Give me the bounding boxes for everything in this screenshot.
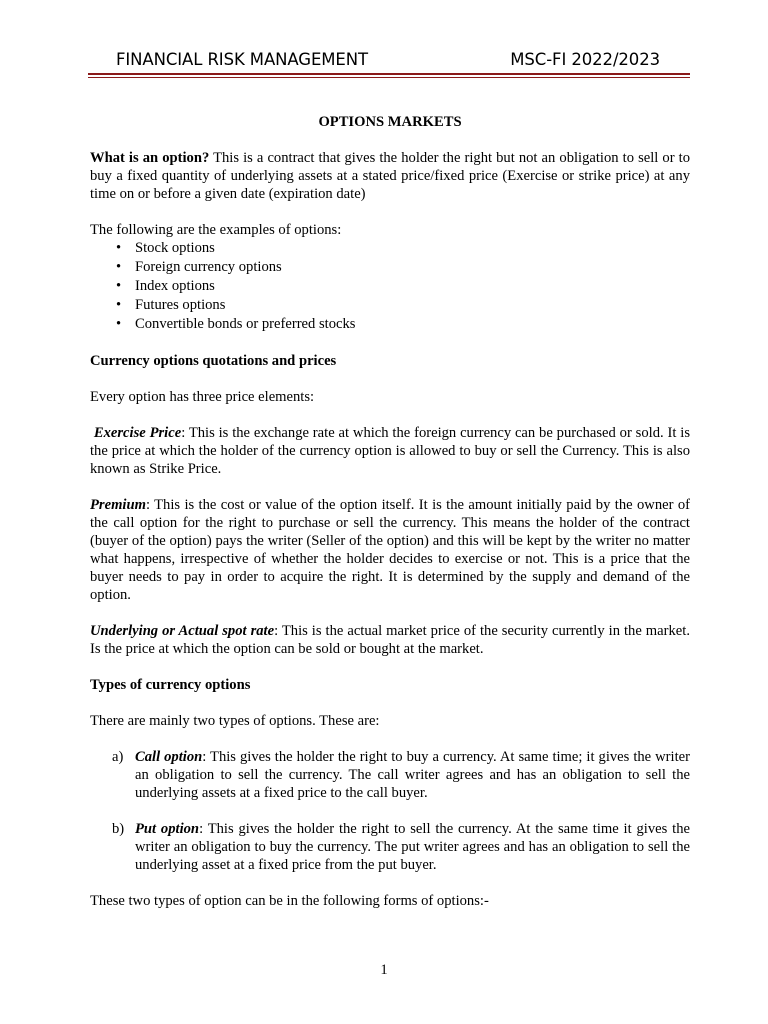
put-option-marker: b) xyxy=(112,821,125,837)
page-number: 1 xyxy=(380,962,388,978)
examples-list xyxy=(90,239,690,334)
header-title: FINANCIAL RISK MANAGEMENT xyxy=(116,50,368,69)
exercise-price-term: Exercise Price xyxy=(93,425,182,441)
header-rule-thin xyxy=(88,77,690,78)
premium-term: Premium xyxy=(90,497,146,513)
list-item: • Stock options xyxy=(116,240,215,256)
header-rule-thick xyxy=(88,73,690,75)
list-item: • Futures options xyxy=(116,297,226,313)
examples-intro: The following are the examples of options: xyxy=(90,222,342,238)
bullet-icon: • xyxy=(116,297,122,313)
bullet-icon: • xyxy=(116,316,122,332)
page-header xyxy=(88,48,690,76)
list-item: • Foreign currency options xyxy=(116,259,282,275)
put-option-term: Put option xyxy=(135,821,200,837)
bullet-icon: • xyxy=(116,278,122,294)
put-option-item: b) Put option: This gives the holder the right to sell the currency. At the same time it gives the writer an obligation to buy the currency. The put writer agrees and has an obligation to sell the underlying asset at a fixed price from the put buyer. xyxy=(112,821,690,873)
types-intro: There are mainly two types of options. These are: xyxy=(90,713,380,729)
spot-rate-term: Underlying or Actual spot rate xyxy=(90,623,275,639)
bullet-icon: • xyxy=(116,259,122,275)
header-course: MSC-FI 2022/2023 xyxy=(510,50,660,69)
list-item: • Convertible bonds or preferred stocks xyxy=(116,316,356,332)
forms-intro: These two types of option can be in the following forms of options:- xyxy=(90,893,489,909)
price-elements-intro: Every option has three price elements: xyxy=(90,389,315,405)
bullet-icon: • xyxy=(116,240,122,256)
option-definition xyxy=(90,149,690,203)
definition-term: What is an option? xyxy=(90,150,210,166)
call-option-item: a) Call option: This gives the holder the right to buy a currency. At same time; it gives the writer an obligation to sell the currency. The call writer agrees and has an obligation to sell the underlying assets at a fixed price to the call buyer. xyxy=(112,749,690,801)
call-option-term: Call option xyxy=(135,749,203,765)
spot-rate-paragraph: Underlying or Actual spot rate: This is the actual market price of the security currently in the market. Is the price at which the option can be sold or bought at the market. xyxy=(90,623,690,657)
call-option-marker: a) xyxy=(112,749,124,765)
definition-text: This is a contract that gives the holder the right but not an obligation to sell or to buy a fixed quantity of underlying assets at a stated price/fixed price (Exercise or strike price) at any time on or before a given date (expiration date) xyxy=(90,150,690,202)
section-heading-types: Types of currency options xyxy=(90,677,251,693)
exercise-price-paragraph: Exercise Price: This is the exchange rate at which the foreign currency can be purchased or sold. It is the price at which the holder of the currency option is allowed to buy or sell the Currency. This is also known as Strike Price. xyxy=(90,425,690,477)
premium-paragraph: Premium: This is the cost or value of the option itself. It is the amount initially paid by the owner of the call option for the right to purchase or sell the currency. This means the holder of the contract (buyer of the option) pays the writer (Seller of the option) and this will be kept by the writer no matter what happens, irrespective of whether the holder decides to exercise or not. This is a price that the buyer needs to pay in order to acquire the right. It is determined by the supply and demand of the option. xyxy=(90,497,690,603)
page-body xyxy=(90,113,690,910)
list-item: • Index options xyxy=(116,278,215,294)
section-heading-quotations: Currency options quotations and prices xyxy=(90,353,337,369)
document-heading: OPTIONS MARKETS xyxy=(318,114,462,130)
